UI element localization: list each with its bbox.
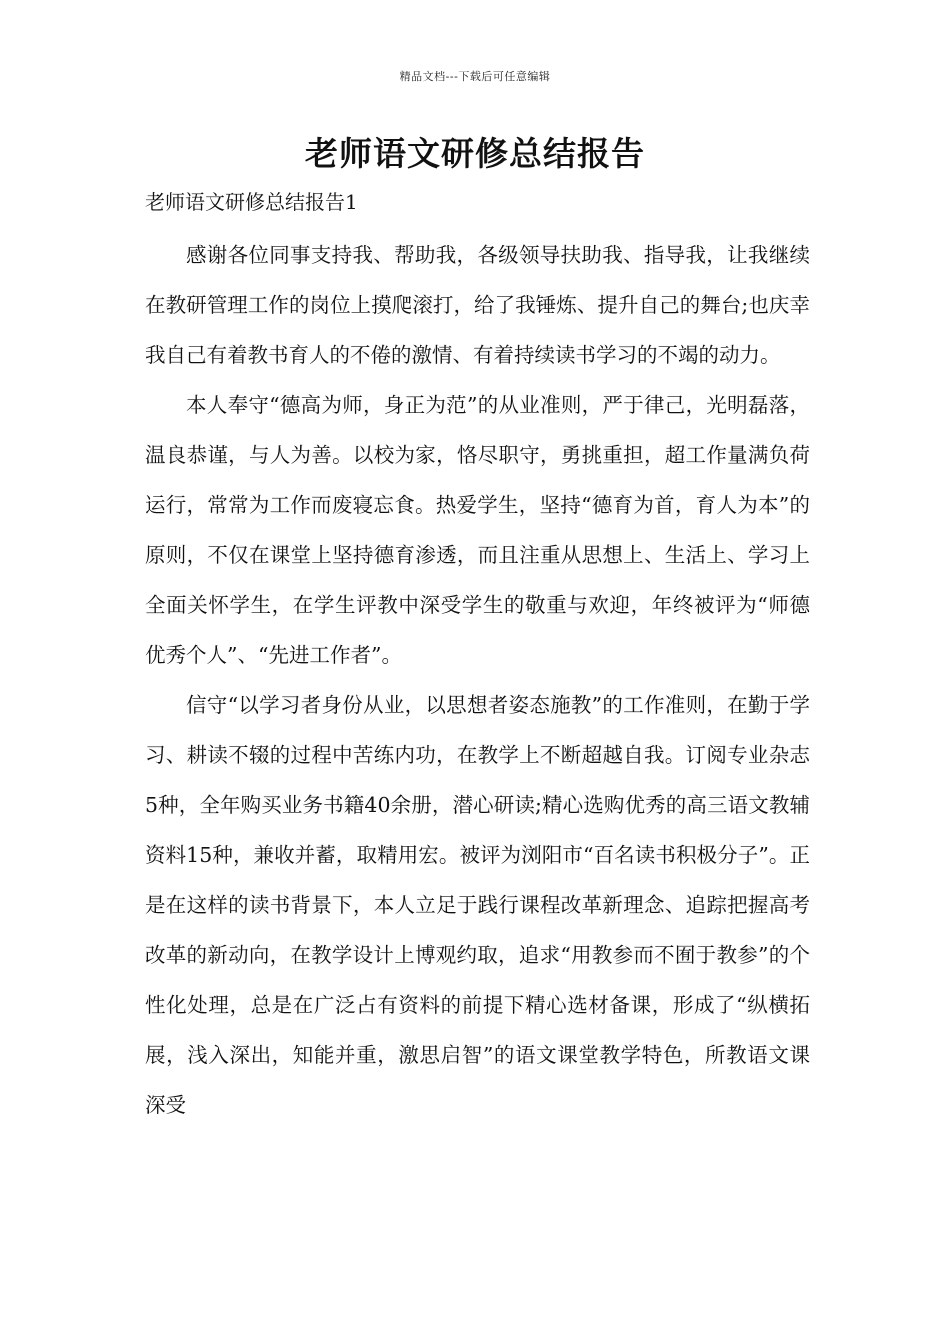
paragraph-3: 信守“以学习者身份从业，以思想者姿态施教”的工作准则，在勤于学习、耕读不辍的过程中苦练内功，在教学上不断超越自我。订阅专业杂志5种，全年购买业务书籍40余册，潜心研读;精心选购优秀的高三语文教辅资料15种，兼收并蓄，取精用宏。被评为浏阳市“百名读书积极分子”。正是在这样的读书背景下，本人立足于践行课程改革新理念、追踪把握高考改革的新动向，在教学设计上博观约取，追求“用教参而不囿于教参”的个性化处理，总是在广泛占有资料的前提下精心选材备课，形成了“纵横拓展，浅入深出，知能并重，激思启智”的语文课堂教学特色，所教语文课深受: [145, 693, 810, 1117]
paragraph-2: 本人奉守“德高为师，身正为范”的从业准则，严于律己，光明磊落，温良恭谨，与人为善。以校为家，恪尽职守，勇挑重担，超工作量满负荷运行，常常为工作而废寝忘食。热爱学生，坚持“德育为首，育人为本”的原则，不仅在课堂上坚持德育渗透，而且注重从思想上、生活上、学习上全面关怀学生，在学生评教中深受学生的敬重与欢迎，年终被评为“师德优秀个人”、“先进工作者”。: [145, 393, 810, 667]
header-note: 精品文档---下载后可任意编辑: [399, 70, 551, 83]
document-body: [145, 230, 810, 1130]
document-subtitle: 老师语文研修总结报告1: [145, 190, 358, 214]
document-title: 老师语文研修总结报告: [305, 134, 645, 173]
paragraph-1: 感谢各位同事支持我、帮助我，各级领导扶助我、指导我，让我继续在教研管理工作的岗位上摸爬滚打，给了我锤炼、提升自己的舞台;也庆幸我自己有着教书育人的不倦的激情、有着持续读书学习的不竭的动力。: [145, 243, 810, 367]
